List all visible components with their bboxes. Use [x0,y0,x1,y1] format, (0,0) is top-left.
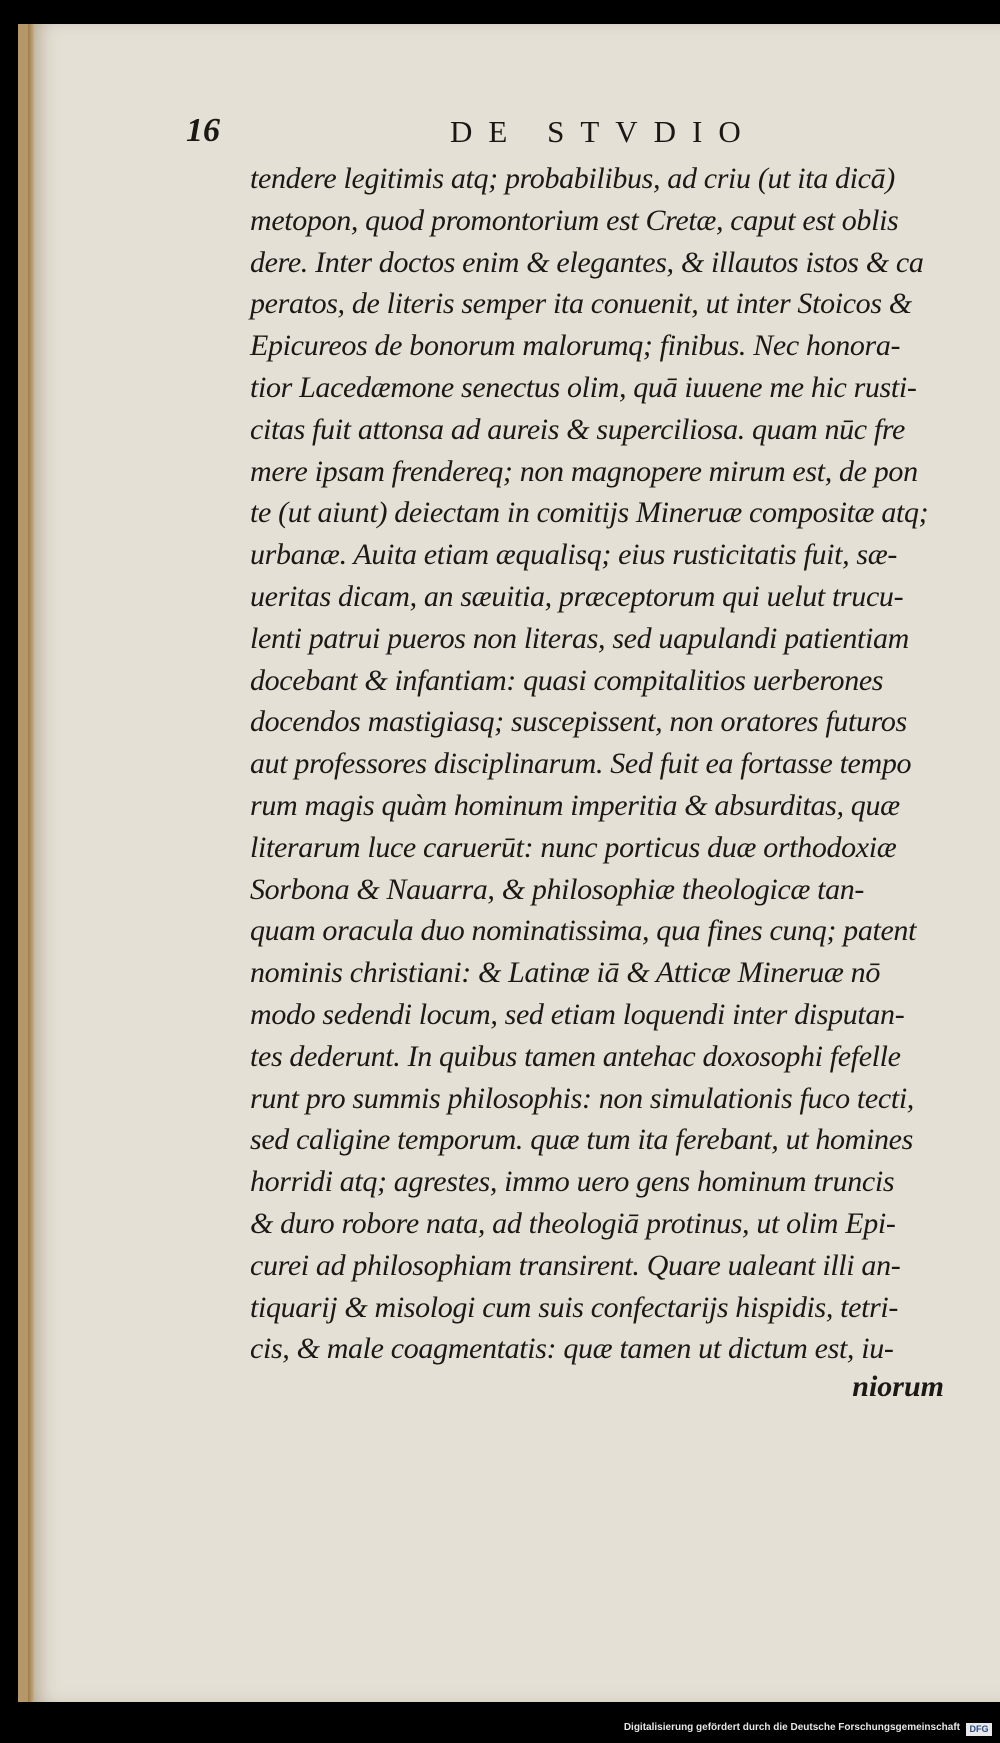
text-line: quam oracula duo nominatissima, qua fines cunq; patent [250,914,917,948]
text-line: cis, & male coagmentatis: quæ tamen ut dictum est, iu- [250,1332,894,1366]
text-line: peratos, de literis semper ita conuenit, ut inter Stoicos & [250,287,912,321]
text-line: tior Lacedæmone senectus olim, quā iuuene me hic rusti- [250,370,917,404]
text-line: dere. Inter doctos enim & elegantes, & illautos istos & ca [250,245,924,279]
text-line: rum magis quàm hominum imperitia & absurditas, quæ [250,788,900,822]
text-line: te (ut aiunt) deiectam in comitijs Mineruæ compositæ atq; [250,496,929,530]
text-line: metopon, quod promontorium est Cretæ, caput est oblis [250,203,899,237]
page-number: 16 [186,112,220,149]
footer-bar [0,1720,1000,1743]
text-line: curei ad philosophiam transirent. Quare ualeant illi an- [250,1248,901,1282]
running-head: DE STVDIO [450,114,757,149]
text-line: nominis christiani: & Latinæ iā & Atticæ Mineruæ nō [250,956,880,990]
text-line: urbanæ. Auita etiam æqualisq; eius rusticitatis fuit, sæ- [250,538,898,572]
text-line: tiquarij & misologi cum suis confectarijs hispidis, tetri- [250,1290,899,1324]
text-line: Sorbona & Nauarra, & philosophiæ theologicæ tan- [250,872,865,906]
text-line: horridi atq; agrestes, immo uero gens hominum truncis [250,1165,895,1199]
page-gutter-edge [28,24,34,1702]
text-line: citas fuit attonsa ad aureis & superciliosa. quam nūc fre [250,412,906,446]
text-line: modo sedendi locum, sed etiam loquendi inter disputan- [250,997,905,1031]
text-line: literarum luce caruerūt: nunc porticus duæ orthodoxiæ [250,830,897,864]
text-line: tendere legitimis atq; probabilibus, ad criu (ut ita dicā) [250,162,895,195]
text-line: aut professores disciplinarum. Sed fuit ea fortasse tempo [250,747,912,781]
catchword: niorum [852,1370,944,1403]
text-line: Epicureos de bonorum malorumq; finibus. Nec honora- [250,329,901,363]
text-line: sed caligine temporum. quæ tum ita ferebant, ut homines [250,1123,913,1157]
funding-credit: Digitalisierung gefördert durch die Deutsche Forschungsgemeinschaft [623,1722,960,1733]
text-line: & duro robore nata, ad theologiā protinus, ut olim Epi- [250,1206,896,1240]
body-text [250,158,956,1370]
text-line: runt pro summis philosophis: non simulationis fuco tecti, [250,1081,914,1115]
text-line: lenti patrui pueros non literas, sed uapulandi patientiam [250,621,909,655]
text-line: tes dederunt. In quibus tamen antehac doxosophi fefelle [250,1039,901,1073]
text-line: docendos mastigiasq; suscepissent, non oratores futuros [250,705,907,739]
text-line: ueritas dicam, an sæuitia, præceptorum qui uelut trucu- [250,579,904,613]
dfg-logo-icon: DFG [966,1723,992,1736]
text-line: docebant & infantiam: quasi compitalitios uerberones [250,663,884,697]
text-line: mere ipsam frendereq; non magnopere mirum est, de pon [250,454,918,488]
